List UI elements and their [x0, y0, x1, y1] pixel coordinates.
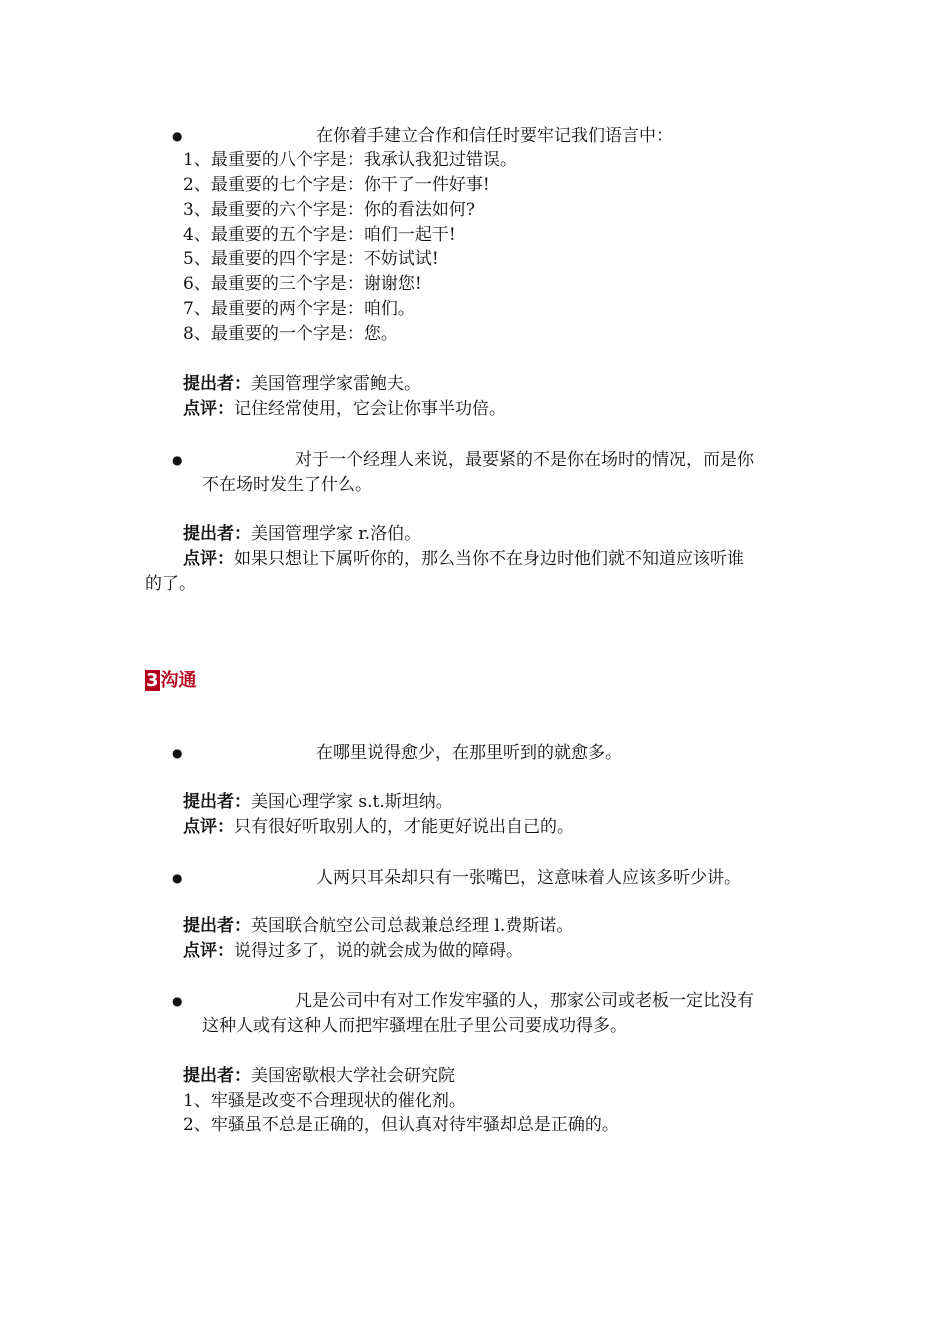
comment-label: 点评： — [183, 817, 234, 837]
quote-text: 凡是公司中有对工作发牢骚的人，那家公司或老板一定比没有 — [295, 991, 754, 1011]
comment-line — [183, 939, 523, 964]
proposer-label: 提出者： — [183, 374, 251, 394]
proposer-line — [183, 522, 421, 547]
proposer-value: 美国密歇根大学社会研究院 — [251, 1066, 455, 1086]
list-item: 5、最重要的四个字是：不妨试试! — [183, 249, 439, 269]
bullet-icon: ● — [172, 871, 183, 885]
comment-line — [183, 815, 574, 840]
list-item: 3、最重要的六个字是：你的看法如何? — [183, 200, 475, 220]
bullet-icon: ● — [172, 129, 183, 143]
list-item: 1、最重要的八个字是：我承认我犯过错误。 — [183, 150, 517, 170]
comment-label: 点评： — [183, 941, 234, 961]
comment-value: 只有很好听取别人的，才能更好说出自己的。 — [234, 817, 574, 837]
list-item: 6、最重要的三个字是：谢谢您! — [183, 274, 422, 294]
comment-line — [183, 547, 744, 572]
comment-continuation: 的了。 — [145, 574, 196, 594]
proposer-label: 提出者： — [183, 916, 251, 936]
list-item: 7、最重要的两个字是：咱们。 — [183, 299, 415, 319]
section-heading — [145, 668, 197, 694]
proposer-line — [183, 790, 453, 815]
proposer-value: 美国管理学家 r.洛伯。 — [251, 524, 422, 544]
proposer-label: 提出者： — [183, 1066, 251, 1086]
list-item: 2、牢骚虽不总是正确的，但认真对待牢骚却总是正确的。 — [183, 1115, 619, 1135]
quote-text: 这种人或有这种人而把牢骚埋在肚子里公司要成功得多。 — [202, 1016, 627, 1036]
comment-value: 说得过多了，说的就会成为做的障碍。 — [234, 941, 523, 961]
list-item: 8、最重要的一个字是：您。 — [183, 324, 398, 344]
proposer-line — [183, 372, 421, 397]
bullet-icon: ● — [172, 453, 183, 467]
proposer-value: 英国联合航空公司总裁兼总经理 l.费斯诺。 — [251, 916, 574, 936]
quote-text: 在你着手建立合作和信任时要牢记我们语言中： — [316, 126, 673, 146]
list-item: 1、牢骚是改变不合理现状的催化剂。 — [183, 1091, 466, 1111]
quote-text: 对于一个经理人来说，最要紧的不是你在场时的情况，而是你 — [295, 450, 754, 470]
list-item: 2、最重要的七个字是：你干了一件好事! — [183, 175, 490, 195]
section-title: 沟通 — [160, 670, 197, 691]
proposer-value: 美国心理学家 s.t.斯坦纳。 — [251, 792, 453, 812]
comment-value: 如果只想让下属听你的，那么当你不在身边时他们就不知道应该听谁 — [234, 549, 744, 569]
bullet-icon: ● — [172, 746, 183, 760]
comment-value: 记住经常使用，它会让你事半功倍。 — [234, 399, 506, 419]
comment-label: 点评： — [183, 549, 234, 569]
list-item: 4、最重要的五个字是：咱们一起干! — [183, 225, 456, 245]
proposer-label: 提出者： — [183, 792, 251, 812]
quote-text: 在哪里说得愈少，在那里听到的就愈多。 — [316, 743, 622, 763]
proposer-line — [183, 1064, 455, 1089]
comment-line — [183, 397, 506, 422]
quote-text: 不在场时发生了什么。 — [202, 475, 372, 495]
proposer-line — [183, 914, 573, 939]
comment-label: 点评： — [183, 399, 234, 419]
proposer-value: 美国管理学家雷鲍夫。 — [251, 374, 421, 394]
proposer-label: 提出者： — [183, 524, 251, 544]
section-number: 3 — [146, 670, 159, 691]
quote-text: 人两只耳朵却只有一张嘴巴，这意味着人应该多听少讲。 — [316, 868, 741, 888]
bullet-icon: ● — [172, 994, 183, 1008]
